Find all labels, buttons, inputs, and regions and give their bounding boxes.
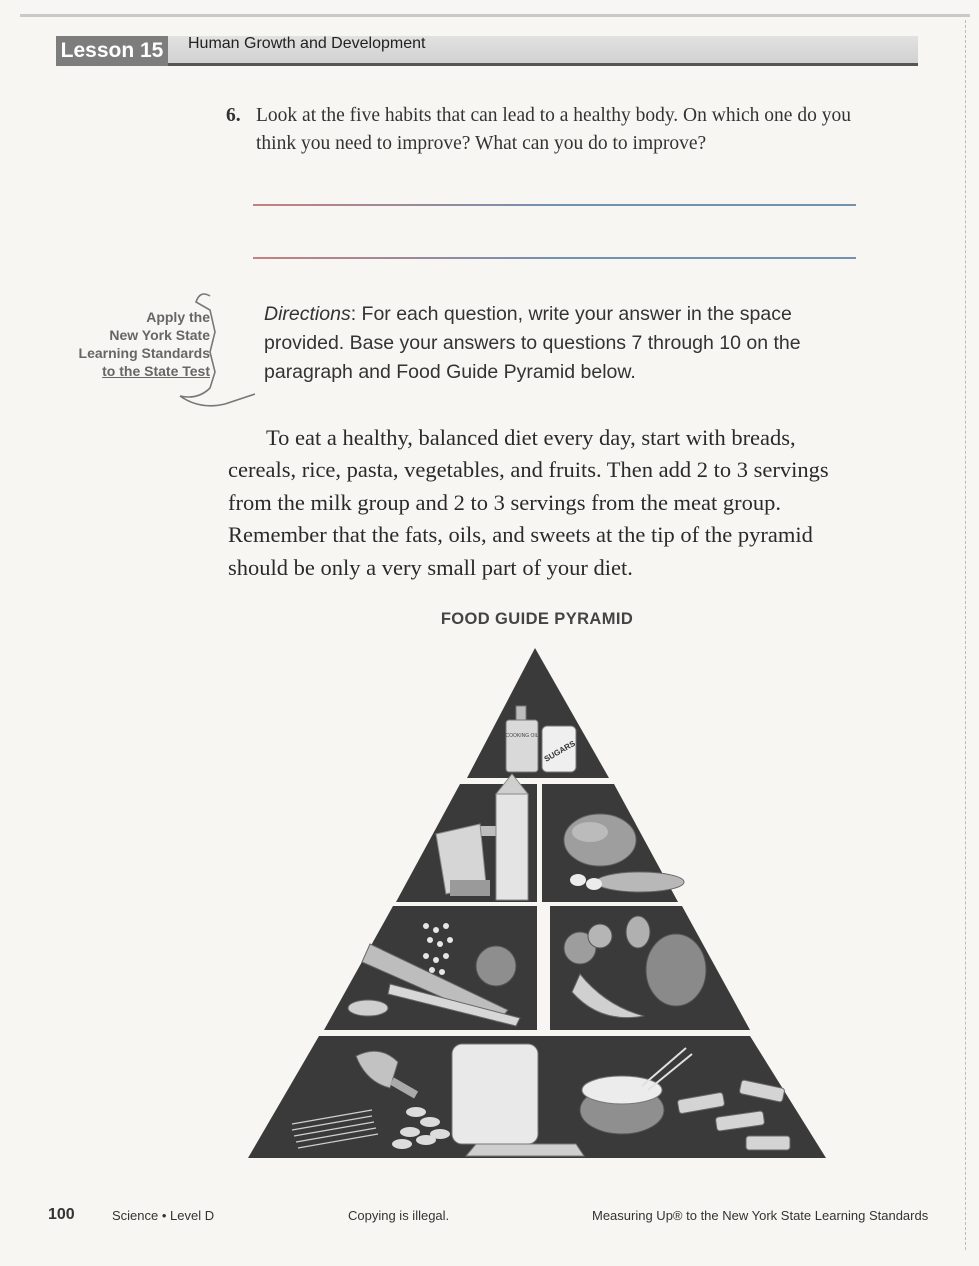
apply-line-4: to the State Test [102,363,210,379]
lesson-title: Human Growth and Development [188,35,426,52]
apply-line-3: Learning Standards [78,345,210,361]
directions-text: : For each question, write your answer in the space provided. Base your answers to questions 7 through 10 on the paragraph and Food Guide Pyramid below. [264,303,801,383]
food-guide-pyramid [240,644,830,1164]
apply-line-2: New York State [109,327,210,343]
question-number: 6. [226,105,241,126]
oil-label: COOKING OIL [505,733,539,739]
tier-milk-meat [396,774,684,902]
sugar-label: SUGARS [542,738,577,764]
page-number: 100 [48,1206,75,1223]
directions [264,300,864,387]
top-border [20,14,970,17]
pyramid-title: FOOD GUIDE PYRAMID [440,610,634,628]
page-edge [965,20,967,1250]
footer-brand: Measuring Up® to the New York State Learning Standards [592,1208,929,1223]
footer-subject: Science • Level D [112,1208,215,1223]
question-text: Look at the five habits that can lead to a healthy body. On which one do you think you need to improve? What can you do to improve? [256,105,851,154]
tier-grains [248,1036,826,1158]
answer-line-2[interactable] [253,257,856,259]
nutrition-paragraph: To eat a healthy, balanced diet every day, start with breads, cereals, rice, pasta, vegetables, and fruits. Then add 2 to 3 servings from the milk group and 2 to 3 servings from the meat group. Remember that the fats, oils, and sweets at the tip of the pyramid should be only a very small part of your diet. [228,425,829,580]
lesson-badge: Lesson 15 [56,36,168,66]
apply-line-1: Apply the [146,309,210,325]
answer-line-1[interactable] [253,204,856,206]
apply-standards-callout [50,292,258,410]
footer-copyright: Copying is illegal. [348,1208,450,1223]
tier-vegetables-fruits [324,906,750,1030]
header-band [56,36,918,66]
directions-label: Directions [264,303,351,325]
tier-fats-oils-sweets [467,648,609,778]
